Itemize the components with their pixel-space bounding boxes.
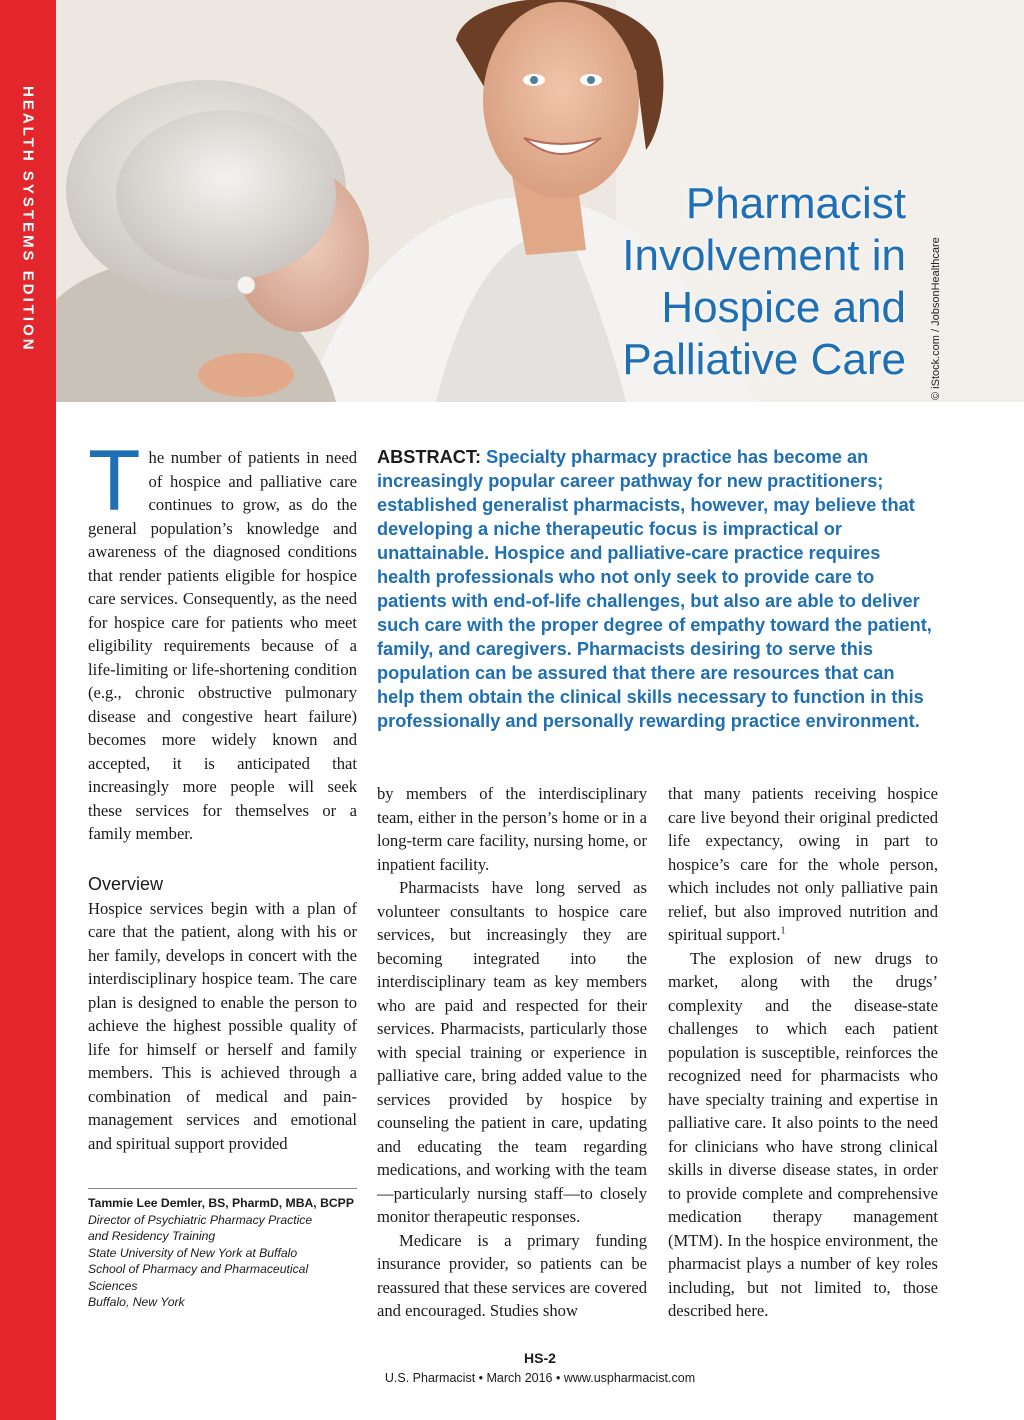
body-paragraph: [668, 782, 938, 947]
body-paragraph: The explosion of new drugs to market, along with the drugs’ complexity and the disease-state challenges to which each patient population is susceptible, reinforces the recognized need for pharmacists who have specialty training and expertise in palliative care. It also points to the need for clinicians who have strong clinical skills in diverse disease states, in order to provide complete and comprehensive medication therapy management (MTM). In the hospice environment, the pharmacist plays a number of key roles including, but not limited to, those described here.: [668, 948, 938, 1320]
photo-credit: © iStock.com / JobsonHealthcare: [930, 237, 942, 400]
affiliation-line: School of Pharmacy and Pharmaceutical: [88, 1262, 309, 1276]
overview-paragraph: Hospice services begin with a plan of care that the patient, along with his or her family, develops in concert with the interdisciplinary hospice team. The care plan is designed to enable the person to achieve the highest possible quality of life for himself or herself and family members. This is achieved through a combination of medical and pain-management services and emotional and spiritual support provided: [88, 898, 357, 1153]
column-2: [377, 782, 647, 1323]
affiliation-line: Director of Psychiatric Pharmacy Practice: [88, 1212, 313, 1227]
column-1: [88, 433, 357, 1155]
column-3: [668, 782, 938, 1323]
affiliation-line: Buffalo, New York: [88, 1295, 185, 1309]
body-paragraph: Pharmacists have long served as volunteer consultants to hospice care services, but increasingly they are becoming integrated into the interdisciplinary team as key members who are paid and respected for their services. Pharmacists, particularly those with special training or experience in palliative care, bring added value to the services provided by hospice by counseling the patient in care, updating and educating the team regarding medications, and working with the team—particularly nursing staff—to closely monitor therapeutic responses.: [377, 878, 647, 1226]
title-line: Involvement in: [622, 231, 906, 280]
overview-heading: Overview: [88, 873, 164, 894]
publication-footer: U.S. Pharmacist • March 2016 • www.uspharmacist.com: [384, 1371, 696, 1385]
reference-marker: 1: [780, 925, 786, 937]
abstract: [377, 445, 933, 733]
author-box: [88, 1188, 357, 1311]
body-paragraph: Medicare is a primary funding insurance provider, so patients can be reassured that these services are covered and encouraged. Studies show: [377, 1230, 647, 1320]
abstract-label: ABSTRACT:: [377, 447, 482, 467]
hero-image: [56, 0, 1024, 402]
title-line: Palliative Care: [622, 335, 906, 384]
article-title: [486, 178, 906, 386]
affiliation-line: Sciences: [88, 1278, 138, 1293]
intro-text: he number of patients in need of hospice and palliative care continues to grow, as do the general population’s knowledge and awareness of the diagnosed conditions that render patients eligible for hospice care services. Consequently, as the need for hospice care for patients who meet eligibility requirements because of a life-limiting or life-shortening condition (e.g., chronic obstructive pulmonary disease and congestive heart failure) becomes more widely known and accepted, it is anticipated that increasingly more people will seek these services for themselves or a family member.: [88, 448, 357, 843]
affiliation-line: and Residency Training: [88, 1229, 216, 1243]
edition-sidebar: [0, 0, 56, 1420]
body-paragraph: by members of the interdisciplinary team, either in the person’s home or in a long-term care facility, nursing home, or inpatient facility.: [377, 784, 647, 874]
page-number: HS-2: [524, 1350, 556, 1366]
intro-paragraph: [88, 433, 357, 846]
affiliation-line: State University of New York at Buffalo: [88, 1245, 298, 1260]
edition-label: HEALTH SYSTEMS EDITION: [19, 86, 37, 353]
author-affiliation: [88, 1212, 357, 1311]
author-name: Tammie Lee Demler, BS, PharmD, MBA, BCPP: [88, 1196, 354, 1210]
title-line: Hospice and: [661, 283, 906, 332]
abstract-text: Specialty pharmacy practice has become an increasingly popular career pathway for new practitioners; established generalist pharmacists, however, may believe that developing a niche therapeutic focus is impractical or unattainable. Hospice and palliative-care practice requires health professionals who not only seek to provide care to patients with end-of-life challenges, but also are able to deliver such care with the proper degree of empathy toward the patient, family, and caregivers. Pharmacists desiring to serve this population can be assured that there are resources that can help them obtain the clinical skills necessary to function in this professionally and personally rewarding practice environment.: [377, 447, 932, 731]
drop-cap: T: [88, 433, 141, 529]
title-line: Pharmacist: [685, 179, 906, 228]
body-text: that many patients receiving hospice care live beyond their original predicted life expectancy, owing in part to hospice’s care for the whole person, which includes not only palliative pain relief, but also improved nutrition and spiritual support.: [668, 784, 938, 944]
